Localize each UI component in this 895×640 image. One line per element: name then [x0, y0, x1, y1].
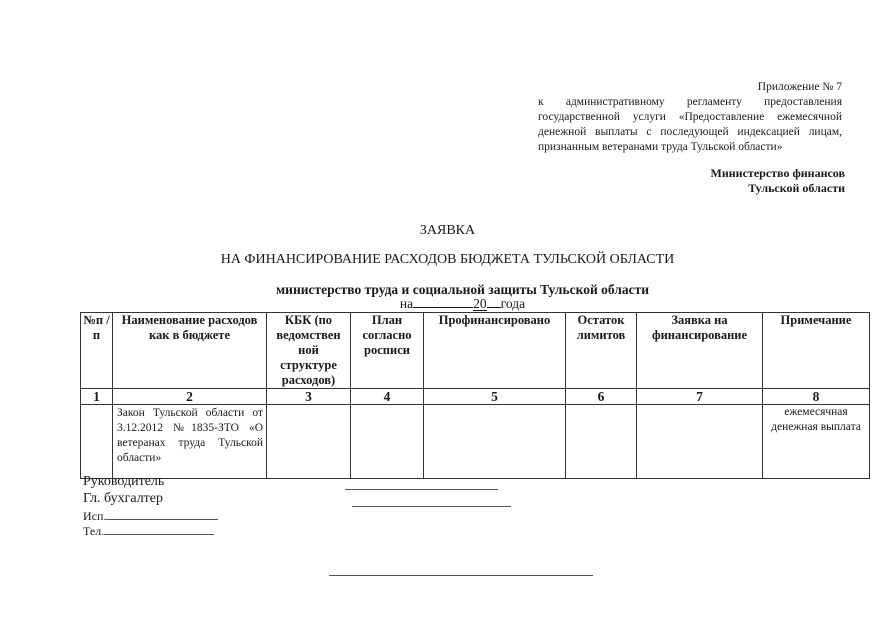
phone-text: Тел.	[83, 524, 105, 538]
header-plan: План согласно росписи	[351, 313, 424, 389]
recipient-line-2: Тульской области	[748, 181, 845, 195]
executor-label	[83, 509, 218, 524]
executor-line	[106, 519, 218, 520]
table-row	[81, 405, 870, 479]
header-kbk: КБК (по ведомствен ной структуре расходов)	[267, 313, 351, 389]
table-header-row	[81, 313, 870, 389]
column-number: 5	[424, 389, 566, 405]
cell-financed	[424, 405, 566, 479]
column-number: 7	[637, 389, 763, 405]
cell-num	[81, 405, 113, 479]
header-remainder: Остаток лимитов	[566, 313, 637, 389]
period-line	[0, 296, 895, 312]
phone-label	[83, 524, 214, 539]
header-financed: Профинансировано	[424, 313, 566, 389]
cell-request	[637, 405, 763, 479]
header-name: Наименование расходов как в бюджете	[113, 313, 267, 389]
phone-line	[104, 534, 214, 535]
cell-kbk	[267, 405, 351, 479]
column-number: 1	[81, 389, 113, 405]
ministry-name: министерство труда и социальной защиты Тульской области	[275, 282, 650, 297]
executor-text: Исп.	[83, 509, 107, 523]
column-number: 4	[351, 389, 424, 405]
header-note: Примечание	[763, 313, 870, 389]
period-suffix: года	[500, 296, 526, 311]
recipient	[600, 166, 845, 196]
column-number-row	[81, 389, 870, 405]
cell-expense-name: Закон Тульской области от 3.12.2012 №1835-ЗТО «О ветеранах труда Тульской области»	[113, 405, 267, 479]
cell-note: ежемесячная денежная выплата	[763, 405, 870, 479]
document-title: ЗАЯВКА	[419, 223, 476, 238]
column-number: 6	[566, 389, 637, 405]
head-signature-line	[345, 489, 498, 490]
period-prefix: на	[399, 296, 414, 311]
header-num: №п /п	[81, 313, 113, 389]
recipient-line-1: Министерство финансов	[710, 166, 845, 180]
period-year-blank	[487, 307, 501, 308]
accountant-label: Гл. бухгалтер	[83, 491, 164, 506]
bottom-separator-line	[329, 575, 593, 576]
appendix-text: к административному регламенту предоставления государственной услуги «Предоставление ежемесячной денежной выплаты с последующей индексацией лицам, признанным ветеранами труда Тульской области»	[538, 96, 842, 153]
head-label: Руководитель	[83, 474, 165, 489]
appendix-block	[538, 80, 842, 155]
cell-remainder	[566, 405, 637, 479]
column-number: 8	[763, 389, 870, 405]
column-number: 3	[267, 389, 351, 405]
appendix-title: Приложение № 7	[757, 81, 842, 93]
period-year-prefix: 20	[473, 296, 487, 311]
column-number: 2	[113, 389, 267, 405]
financing-table	[80, 312, 870, 479]
accountant-signature-line	[352, 506, 511, 507]
cell-plan	[351, 405, 424, 479]
period-day-blank	[413, 307, 473, 308]
document-subtitle: НА ФИНАНСИРОВАНИЕ РАСХОДОВ БЮДЖЕТА ТУЛЬСКОЙ ОБЛАСТИ	[220, 252, 675, 267]
header-request: Заявка на финансирование	[637, 313, 763, 389]
